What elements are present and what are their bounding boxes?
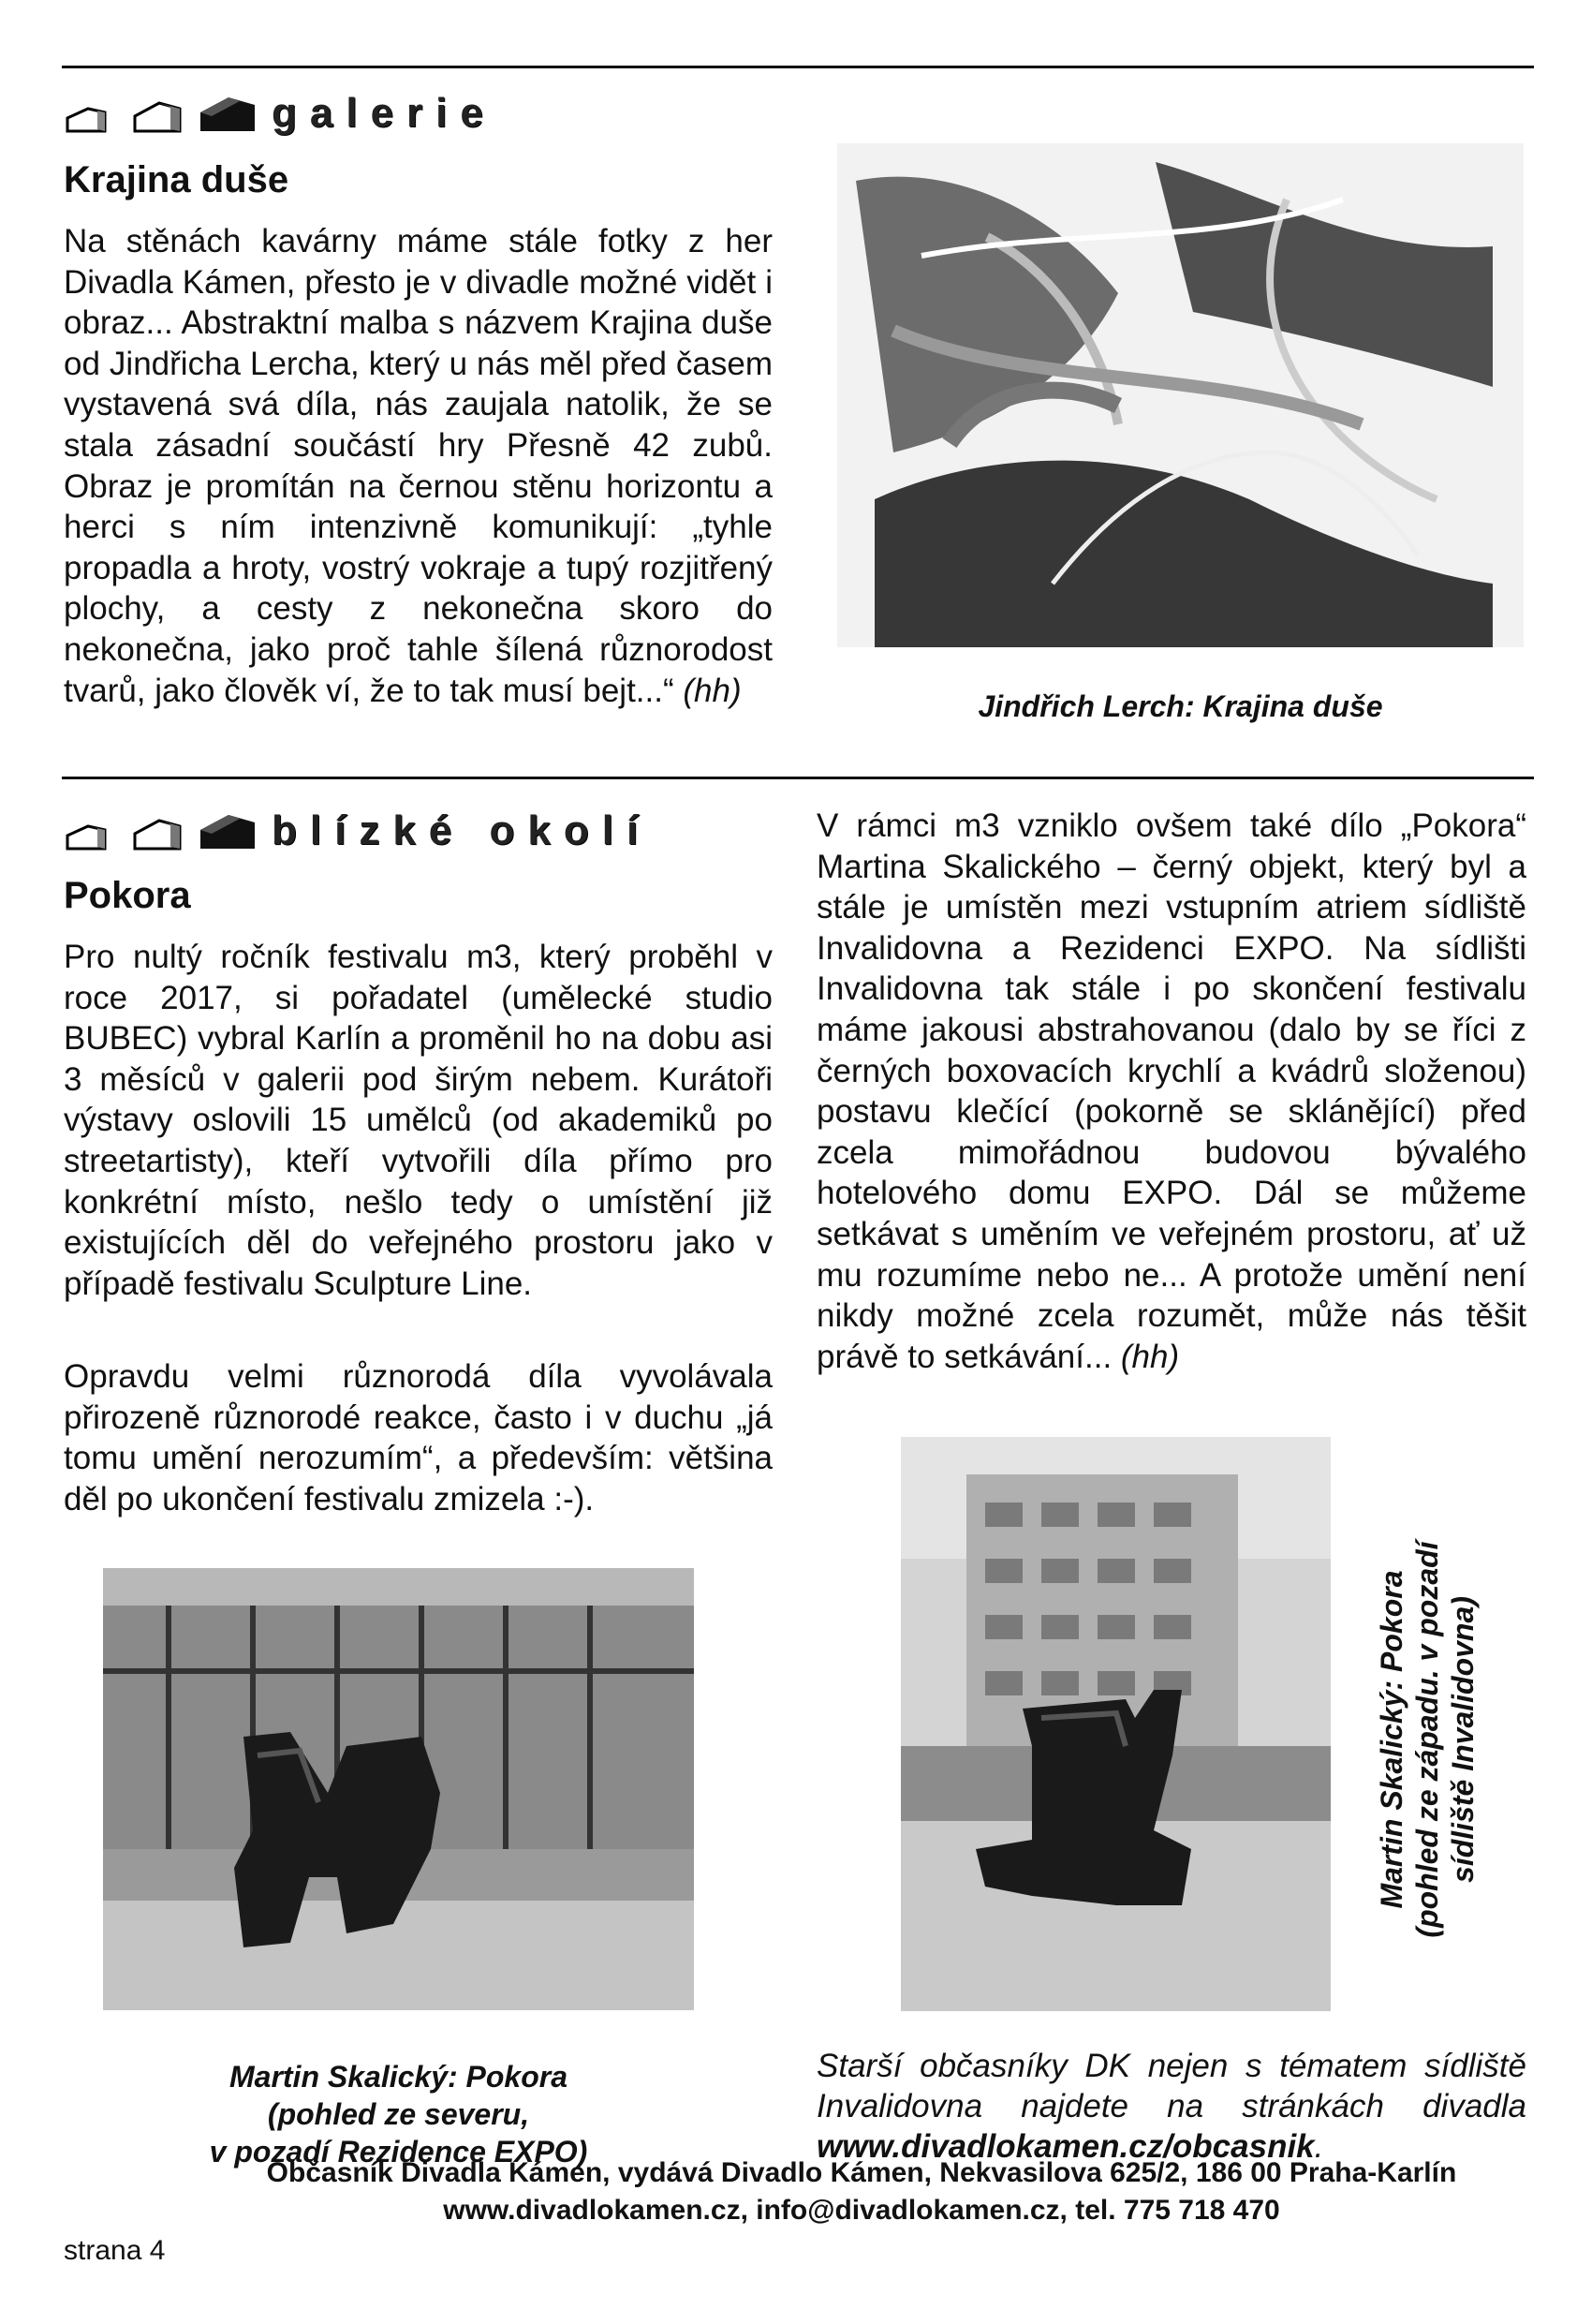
article-body-krajina <box>64 221 773 711</box>
author-hh: (hh) <box>683 672 742 709</box>
footer-line2: www.divadlokamen.cz, info@divadlokamen.cz, tel. 775 718 470 <box>443 2195 1280 2226</box>
article-para2-pokora: Opravdu velmi různorodá díla vyvolávala přirozeně různorodé reakce, často i v duchu „já tomu umění nerozumím“, a především: většina děl po ukončení festivalu zmizela :-). <box>64 1358 773 1517</box>
section-title-galerie: galerie <box>272 90 496 136</box>
painting-krajina-duse <box>837 143 1524 647</box>
section-head-okoli <box>64 807 651 854</box>
page-number: strana 4 <box>64 2235 166 2266</box>
caption-north-line1: Martin Skalický: Pokora <box>228 2060 568 2094</box>
article-title-krajina: Krajina duše <box>64 159 289 200</box>
article-para3-pokora <box>817 806 1526 1377</box>
article-para1-pokora: Pro nultý ročník festivalu m3, který proběhl v roce 2017, si pořadatel (umělecké studio BUBEC) vybral Karlín a proměnil ho na dobu asi 3 měsíců v galerii pod širým nebem. Kurátoři výstavy oslovili 15 umělců (od akademiků po streetartisty), kteří vytvořili díla přímo pro konkrétní místo, nešlo tedy o umístění již existujících děl do veřejného prostoru jako v případě festivalu Sculpture Line. <box>64 939 773 1302</box>
caption-north-line2: (pohled ze severu, <box>267 2097 530 2131</box>
caption-west-line1: Martin Skalický: Pokora <box>1375 1570 1408 1909</box>
article-title-pokora: Pokora <box>64 875 191 916</box>
caption-photo-north <box>103 2058 694 2170</box>
article-text-pokora-right: V rámci m3 vzniklo ovšem také dílo „Pokora“ Martina Skalického – černý objekt, který byl a stále je umístěn mezi vstupním atriem sídliště Invalidovna a Rezidenci EXPO. Na sídlišti Invalidovna tak stále i po skončení festivalu máme jakousi abstrahovanou (dalo by se říci z černých boxovacích krychlí a kvádrů složenou) postavu klečící (pokorně se sklánějící) před zcela mimořádnou budovou bývalého hotelového domu EXPO. Dál se můžeme setkávat s uměním ve veřejném prostoru, ať už mu rozumíme nebo ne... A protože umění není nikdy možné zcela rozumět, může nás těšit právě to setkávání... <box>817 807 1526 1375</box>
footer-line1: Občasník Divadla Kámen, vydává Divadlo Kámen, Nekvasilova 625/2, 186 00 Praha-Karlín <box>266 2157 1457 2188</box>
article-text-krajina: Na stěnách kavárny máme stále fotky z her Divadla Kámen, přesto je v divadle možné vidět i obraz... Abstraktní malba s názvem Krajina duše od Jindřicha Lercha, který u nás měl před časem vystavená svá díla, nás zaujala natolik, že se stala zásadní součástí hry Přesně 42 zubů. Obraz je promítán na černou stěnu horizontu a herci s ním intenzivně komunikují: „tyhle propadla a hroty, vostrý vokraje a tupý rozjitřený plochy, a cesty z nekonečna skoro do nekonečna, jako proč tahle šílená různorodost tvarů, jako člověk ví, že to tak musí bejt...“ <box>64 223 773 709</box>
section-title-okoli: blízké okolí <box>272 807 652 853</box>
top-rule <box>62 66 1534 68</box>
archive-link[interactable]: www.divadlokamen.cz/obcasnik <box>817 2128 1315 2165</box>
photo-pokora-west <box>901 1437 1331 2011</box>
section-head-galerie <box>64 90 496 137</box>
blocks-icon <box>64 92 255 135</box>
middle-rule <box>62 777 1534 779</box>
caption-north-line3: v pozadí Rezidence EXPO) <box>209 2135 588 2169</box>
caption-photo-west <box>1374 1505 1481 1974</box>
caption-west-line2: (pohled ze západu. v pozadí <box>1410 1541 1444 1938</box>
author-hh: (hh) <box>1120 1338 1180 1375</box>
archive-note-suffix: . <box>1314 2128 1324 2165</box>
caption-west-line3: sídliště Invalidovna) <box>1446 1596 1480 1883</box>
caption-painting: Jindřich Lerch: Krajina duše <box>978 689 1383 723</box>
archive-note-text: Starší občasníky DK nejen s tématem sídliště Invalidovna najdete na stránkách divadla <box>817 2048 1526 2124</box>
archive-note <box>817 2046 1526 2167</box>
blocks-icon <box>64 809 255 852</box>
footer <box>178 2154 1545 2229</box>
photo-pokora-north <box>103 1568 694 2010</box>
